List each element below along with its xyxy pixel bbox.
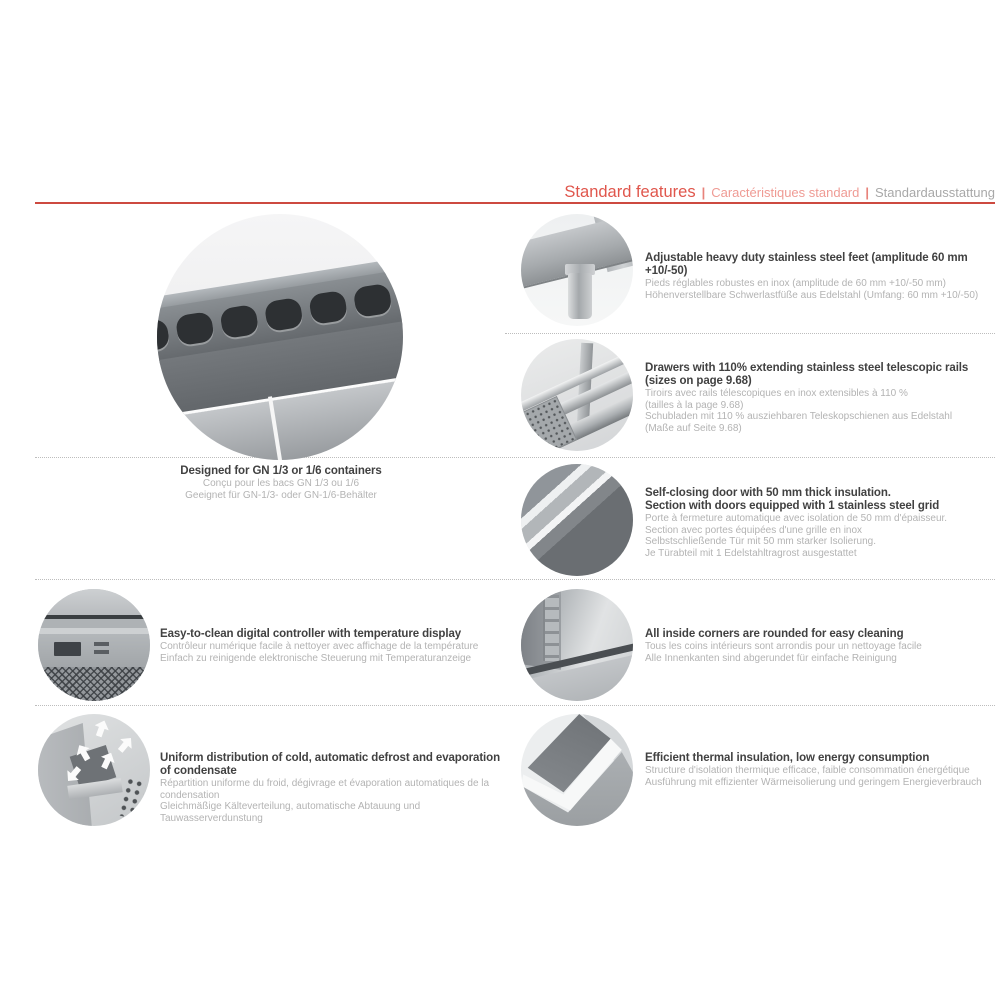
- photo-detail: [94, 650, 109, 654]
- header-rule: [35, 202, 995, 204]
- feature-text-de: (Maße auf Seite 9.68): [645, 422, 742, 434]
- feature-title: (sizes on page 9.68): [645, 375, 752, 387]
- page-title-de: Standardausstattung: [875, 185, 995, 200]
- photo-detail: [543, 595, 561, 661]
- feature-insulation: [645, 752, 995, 788]
- stainless-feet-photo: [521, 214, 633, 326]
- feature-title: Easy-to-clean digital controller with temperature display: [160, 628, 462, 640]
- feature-text-de: Je Türabteil mit 1 Edelstahltragrost ausgestattet: [645, 547, 857, 559]
- feature-text-fr: (tailles à la page 9.68): [645, 399, 744, 411]
- temperature-display: [54, 642, 81, 656]
- hero-caption-de: Geeignet für GN-1/3- oder GN-1/6-Behälter: [185, 489, 377, 501]
- feature-text-fr: Section avec portes équipées d'une grille en inox: [645, 524, 863, 536]
- feature-text-de: Gleichmäßige Kälteverteilung, automatische Abtauung und Tauwasserverdunstung: [160, 801, 421, 824]
- gn-opening: [157, 318, 171, 353]
- feature-text-de: Ausführung mit effizienter Wärmeisolierung und geringem Energieverbrauch: [645, 776, 982, 788]
- airflow-arrow-icon: [92, 718, 112, 739]
- title-separator: |: [865, 185, 870, 200]
- feature-cold-distribution: [160, 752, 510, 824]
- cold-distribution-photo: [38, 714, 150, 826]
- feature-feet: [645, 252, 995, 301]
- rounded-corners-photo: [521, 589, 633, 701]
- feature-text-de: Selbstschließende Tür mit 50 mm starker Isolierung.: [645, 536, 877, 547]
- feature-text-fr: Tiroirs avec rails télescopiques en inox extensibles à 110 %: [645, 388, 908, 399]
- page-title: [564, 183, 995, 202]
- gn-opening: [264, 297, 304, 332]
- gn-opening: [397, 276, 403, 311]
- feature-text-fr: Tous les coins intérieurs sont arrondis pour un nettoyage facile: [645, 641, 922, 652]
- ventilation-grille: [38, 667, 150, 701]
- feature-corners: [645, 628, 995, 664]
- hero-caption-en: Designed for GN 1/3 or 1/6 containers: [180, 465, 382, 477]
- feature-title: Self-closing door with 50 mm thick insulation.: [645, 487, 891, 499]
- hero-caption: [106, 465, 456, 501]
- feature-text-de: Höhenverstellbare Schwerlastfüße aus Edelstahl (Umfang: 60 mm +10/-50): [645, 289, 979, 301]
- gn-opening: [219, 304, 259, 339]
- photo-detail: [38, 619, 150, 628]
- feature-title: All inside corners are rounded for easy cleaning: [645, 628, 904, 640]
- gn-containers-photo: [157, 214, 403, 460]
- photo-detail: [521, 464, 633, 576]
- feature-text-de: Schubladen mit 110 % ausziehbaren Teleskopschienen aus Edelstahl: [645, 411, 953, 422]
- photo-detail: [94, 642, 109, 646]
- gn-opening: [308, 290, 348, 325]
- page-title-fr: Caractéristiques standard: [711, 185, 860, 200]
- gn-opening: [352, 283, 392, 318]
- feature-controller: [160, 628, 505, 664]
- self-closing-door-photo: [521, 464, 633, 576]
- feature-text-fr: Porte à fermeture automatique avec isolation de 50 mm d'épaisseur.: [645, 513, 948, 524]
- feature-text-fr: Structure d'isolation thermique efficace, faible consommation énergétique: [645, 765, 970, 776]
- airflow-arrow-icon: [114, 733, 136, 756]
- feature-text-de: Einfach zu reinigende elektronische Steuerung mit Temperaturanzeige: [160, 652, 472, 664]
- feature-title: Adjustable heavy duty stainless steel feet (amplitude 60 mm +10/-50): [645, 252, 968, 277]
- page-title-en: Standard features: [564, 183, 696, 201]
- feature-text-fr: Contrôleur numérique facile à nettoyer avec affichage de la température: [160, 641, 479, 652]
- hero-caption-fr: Conçu pour les bacs GN 1/3 ou 1/6: [202, 478, 360, 489]
- gn-opening: [175, 311, 215, 346]
- feature-title: Drawers with 110% extending stainless steel telescopic rails: [645, 362, 969, 374]
- section-divider: [35, 705, 995, 706]
- section-divider: [35, 579, 995, 580]
- title-separator: |: [701, 185, 706, 200]
- feature-text-fr: Pieds réglables robustes en inox (amplitude de 60 mm +10/-50 mm): [645, 278, 946, 289]
- feature-title: Efficient thermal insulation, low energy consumption: [645, 752, 930, 764]
- thermal-insulation-photo: [521, 714, 633, 826]
- feature-title: Section with doors equipped with 1 stainless steel grid: [645, 500, 940, 512]
- photo-detail: [38, 589, 150, 615]
- feature-drawers: [645, 362, 995, 434]
- feature-text-fr: Répartition uniforme du froid, dégivrage et évaporation automatiques de la condensation: [160, 778, 490, 801]
- section-divider: [505, 333, 995, 334]
- digital-controller-photo: [38, 589, 150, 701]
- photo-detail: [117, 776, 146, 820]
- feature-door: [645, 487, 995, 559]
- feature-text-de: Alle Innenkanten sind abgerundet für einfache Reinigung: [645, 652, 897, 664]
- adjustable-foot: [568, 273, 592, 319]
- feature-title: Uniform distribution of cold, automatic defrost and evaporation of condensate: [160, 752, 500, 777]
- telescopic-rails-photo: [521, 339, 633, 451]
